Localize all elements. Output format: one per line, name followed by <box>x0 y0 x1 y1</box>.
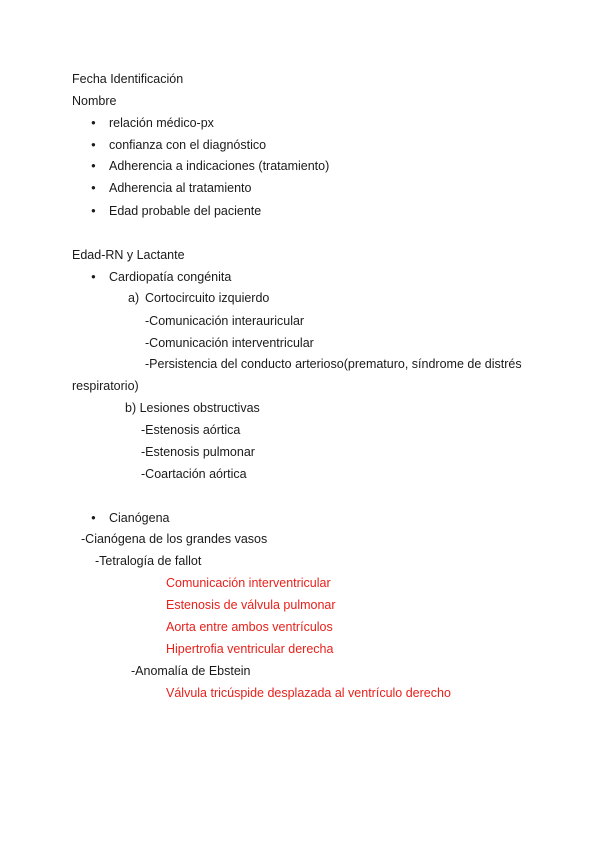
list-item: -Persistencia del conducto arterioso(prematuro, síndrome de distrés <box>145 357 522 371</box>
fallot-item: Hipertrofia ventricular derecha <box>166 642 334 656</box>
list-item: -Coartación aórtica <box>141 467 247 481</box>
subsection-marker-a: a) <box>128 291 140 305</box>
bullet-icon: ● <box>91 140 96 149</box>
cianogena: Cianógena <box>109 511 170 525</box>
bullet-icon: ● <box>91 161 96 170</box>
list-item: -Comunicación interventricular <box>145 336 314 350</box>
lesiones-obstructivas: b) Lesiones obstructivas <box>125 401 260 415</box>
fallot-item: Aorta entre ambos ventrículos <box>166 620 333 634</box>
list-item: Edad probable del paciente <box>109 204 262 218</box>
bullet-icon: ● <box>91 272 96 281</box>
list-item: -Comunicación interauricular <box>145 314 305 328</box>
list-item: -Estenosis pulmonar <box>141 445 255 459</box>
bullet-icon: ● <box>91 513 96 522</box>
fallot-item: Comunicación interventricular <box>166 576 331 590</box>
fecha-identificacion: Fecha Identificación <box>72 72 184 86</box>
list-item: relación médico-px <box>109 116 214 130</box>
nombre: Nombre <box>72 94 117 108</box>
cortocircuito-izquierdo: Cortocircuito izquierdo <box>145 291 270 305</box>
list-item: -Estenosis aórtica <box>141 423 241 437</box>
fallot-item: Estenosis de válvula pulmonar <box>166 598 336 612</box>
list-item-wrap: respiratorio) <box>72 379 139 393</box>
bullet-icon: ● <box>91 206 96 215</box>
bullet-icon: ● <box>91 183 96 192</box>
cianogena-grandes-vasos: -Cianógena de los grandes vasos <box>81 532 268 546</box>
ebstein-item: Válvula tricúspide desplazada al ventrículo derecho <box>166 686 451 700</box>
bullet-icon: ● <box>91 118 96 127</box>
section-title: Edad-RN y Lactante <box>72 248 185 262</box>
list-item: Adherencia al tratamiento <box>109 181 252 195</box>
cardiopatia-congenita: Cardiopatía congénita <box>109 270 232 284</box>
list-item: confianza con el diagnóstico <box>109 138 267 152</box>
tetralogia-de-fallot: -Tetralogía de fallot <box>95 554 202 568</box>
list-item: Adherencia a indicaciones (tratamiento) <box>109 159 330 173</box>
anomalia-de-ebstein: -Anomalía de Ebstein <box>131 664 251 678</box>
